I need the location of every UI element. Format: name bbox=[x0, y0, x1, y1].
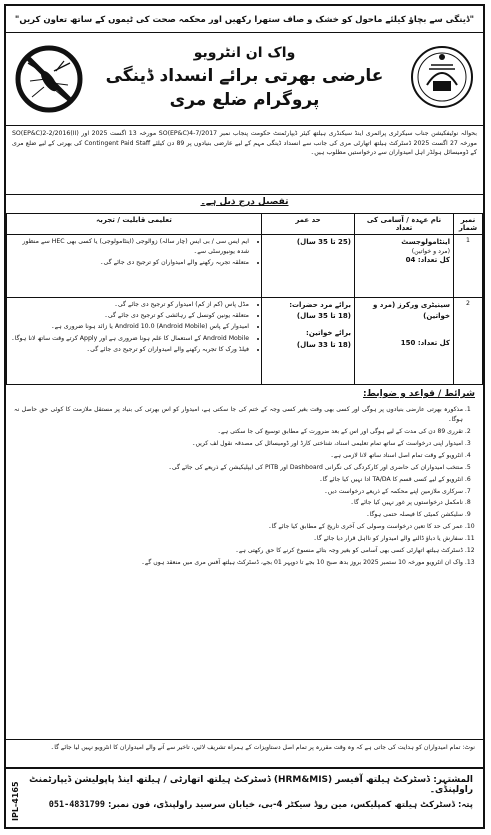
row-number: 2 bbox=[454, 298, 483, 385]
list-item: • فیلڈ ورک کا تجربہ رکھنے والے امیدواران کو ترجیح دی جائے گی۔ bbox=[10, 345, 249, 355]
list-item: 13. واک ان انٹرویو مورخہ 10 ستمبر 2025 بروز بدھ صبح 10 بجے تا دوپہر 01 بجے، ڈسٹرکٹ ہیلتھ آفس مری میں منعقد ہوں گے۔ bbox=[14, 558, 463, 568]
slogan-banner: "ڈینگی سے بچاؤ کیلئے ماحول کو خشک و صاف ستھرا رکھیں اور محکمہ صحت کی ٹیموں کے ساتھ تعاون کریں" bbox=[6, 6, 483, 33]
age-limit: (25 تا 35 سال) bbox=[296, 238, 351, 246]
punjab-government-logo-icon bbox=[409, 41, 475, 117]
post-count: کل تعداد: 150 bbox=[400, 339, 450, 348]
address-line bbox=[6, 797, 483, 812]
title-block bbox=[96, 37, 393, 113]
post-name: سینیٹری ورکرز (مرد و خواتین) bbox=[372, 301, 450, 321]
list-item: • امیدوار کے پاس (Android Mobile) Android 10.0 یا زائد ہونا ضروری ہے۔ bbox=[10, 322, 249, 332]
qualification-list bbox=[10, 300, 258, 355]
age-cell bbox=[262, 298, 355, 385]
row-number: 1 bbox=[454, 235, 483, 298]
age-male: (18 تا 35 سال) bbox=[296, 312, 351, 321]
qualification-list bbox=[10, 237, 258, 269]
table-header-row bbox=[7, 214, 483, 235]
qualification-cell bbox=[7, 298, 262, 385]
details-heading: تفصیل درج ذیل ہے۔ bbox=[200, 197, 289, 207]
list-item: 4. انٹرویو کے وقت تمام اصل اسناد ساتھ لانا لازمی ہے۔ bbox=[14, 451, 463, 461]
list-item: 6. انٹرویو کے لیے کسی قسم کا TA/DA ادا نہیں کیا جائے گا۔ bbox=[14, 475, 463, 485]
list-item: 12. ڈسٹرکٹ ہیلتھ اتھارٹی کسی بھی آسامی کو بغیر وجہ بتائے منسوخ کرنے کا حق رکھتی ہے۔ bbox=[14, 546, 463, 556]
list-item: • Android Mobile کے استعمال کا علم ہونا ضروری ہے اور Apply کرتے وقت ساتھ لانا ہوگا۔ bbox=[10, 334, 249, 344]
conditions-list bbox=[6, 405, 483, 739]
header bbox=[6, 33, 483, 126]
list-item: 7. سرکاری ملازمین اپنے محکمہ کے ذریعے درخواست دیں۔ bbox=[14, 487, 463, 497]
ipl-number: IPL-4165 bbox=[11, 781, 20, 821]
footer bbox=[6, 767, 483, 827]
address-text: پتہ: ڈسٹرکٹ ہیلتھ کمپلیکس، مین روڈ سیکٹر 4-بی، خیابان سرسید راولپنڈی، فون نمبر: bbox=[107, 800, 473, 810]
qualification-cell bbox=[7, 235, 262, 298]
advertiser-line: المشتہر: ڈسٹرکٹ ہیلتھ آفیسر (HRM&MIS) ڈسٹرکٹ ہیلتھ اتھارٹی / ہیلتھ اینڈ پاپولیشن ڈیپارٹمنٹ راولپنڈی۔ bbox=[29, 775, 473, 795]
list-item: 11. سفارش یا دباؤ ڈالنے والے امیدوار کو نااہل قرار دیا جائے گا۔ bbox=[14, 534, 463, 544]
list-item: • متعلقہ تجربہ رکھنے والے امیدواران کو ترجیح دی جائے گی۔ bbox=[10, 258, 249, 268]
list-item: • ایم ایس سی / بی ایس (چار سالہ) زوالوجی (اینٹامولوجی) یا کسی بھی HEC سے منظور شدہ یونیورسٹی سے۔ bbox=[10, 237, 249, 257]
post-cell bbox=[355, 298, 454, 385]
intro-paragraph: بحوالہ نوٹیفکیشن جناب سیکرٹری پرائمری اینڈ سیکنڈری ہیلتھ کیئر ڈیپارٹمنٹ حکومت پنجاب نمبر SO(EP&C)4-7/2017 مورخہ 13 اگست 2025 اور SO(EP&C)2-2/2016(II) مورخہ 27 اگست 2025 ڈسٹرکٹ ہیلتھ اتھارٹی مری کی جانب سے انسداد ڈینگی مہم کے لیے عارضی بنیادوں پر 89 دن کیلئے Contingent Paid Staff کی بھرتی کے لیے ضلع مری کے ڈومیسائل ہولڈر اہل امیدواران سے درخواستیں مطلوب ہیں۔ bbox=[6, 126, 483, 195]
list-item: 8. نامکمل درخواستوں پر غور نہیں کیا جائے گا۔ bbox=[14, 498, 463, 508]
header-post: نام عہدہ / آسامی کی تعداد bbox=[355, 214, 454, 235]
post-subtitle: (مرد و خواتین) bbox=[411, 248, 450, 256]
header-no: نمبر شمار bbox=[454, 214, 483, 235]
age-cell bbox=[262, 235, 355, 298]
header-qualification: تعلیمی قابلیت / تجربہ bbox=[7, 214, 262, 235]
list-item: • متعلقہ یونین کونسل کے رہائشی کو ترجیح دی جائے گی۔ bbox=[10, 311, 249, 321]
age-male-label: برائے مرد حضرات: bbox=[289, 301, 351, 309]
phone-number: 051-4831799 bbox=[48, 800, 106, 810]
walkin-interview-heading: واک ان انٹرویو bbox=[193, 45, 296, 61]
post-count: کل تعداد: 04 bbox=[405, 256, 450, 265]
note-paragraph: نوٹ: تمام امیدواران کو ہدایت کی جاتی ہے کہ وہ وقت مقررہ پر تمام اصل دستاویزات کے ہمراہ تشریف لائیں، تاخیر سے آنے والے امیدواران کا انٹرویو نہیں لیا جائے گا۔ bbox=[6, 739, 483, 780]
main-title: عارضی بھرتی برائے انسداد ڈینگی پروگرام ضلع مری bbox=[105, 66, 384, 110]
no-mosquito-icon bbox=[14, 41, 84, 117]
advertisement-page bbox=[4, 4, 485, 829]
header-age: حد عمر bbox=[262, 214, 355, 235]
table-row bbox=[7, 235, 483, 298]
list-item: 3. امیدوار اپنی درخواست کے ساتھ تمام تعلیمی اسناد، شناختی کارڈ اور ڈومیسائل کی مصدقہ نقول لف کریں۔ bbox=[14, 439, 463, 449]
conditions-heading: شرائط / قواعد و ضوابط: bbox=[363, 389, 475, 399]
list-item: 9. سلیکشن کمیٹی کا فیصلہ حتمی ہوگا۔ bbox=[14, 510, 463, 520]
table-row bbox=[7, 298, 483, 385]
list-item: 10. عمر کی حد کا تعین درخواست وصولی کی آخری تاریخ کے مطابق کیا جائے گا۔ bbox=[14, 522, 463, 532]
age-female-label: برائے خواتین: bbox=[306, 329, 351, 338]
list-item: • مڈل پاس (کم از کم) امیدوار کو ترجیح دی جائے گی۔ bbox=[10, 300, 249, 310]
post-cell bbox=[355, 235, 454, 298]
list-item: 2. تقرری 89 دن کی مدت کے لیے ہوگی اور اس کے بعد ضرورت کے مطابق توسیع کی جا سکتی ہے۔ bbox=[14, 427, 463, 437]
list-item: 1. مذکورہ بھرتی عارضی بنیادوں پر ہوگی اور کسی بھی وقت بغیر کسی وجہ کے ختم کی جا سکتی ہے، امیدوار کو اس بھرتی کی بنیاد پر مستقل ملازمت کا کوئی حق حاصل نہ ہوگا۔ bbox=[14, 405, 463, 426]
age-female: (18 تا 33 سال) bbox=[296, 340, 351, 349]
jobs-table bbox=[6, 213, 483, 385]
list-item: 5. منتخب امیدواران کی حاضری اور کارکردگی کی نگرانی Dashboard اور PITB کی ایپلیکیشن کے ذریعے کی جائے گی۔ bbox=[14, 463, 463, 473]
post-name: اینٹامولوجسٹ bbox=[401, 238, 450, 246]
